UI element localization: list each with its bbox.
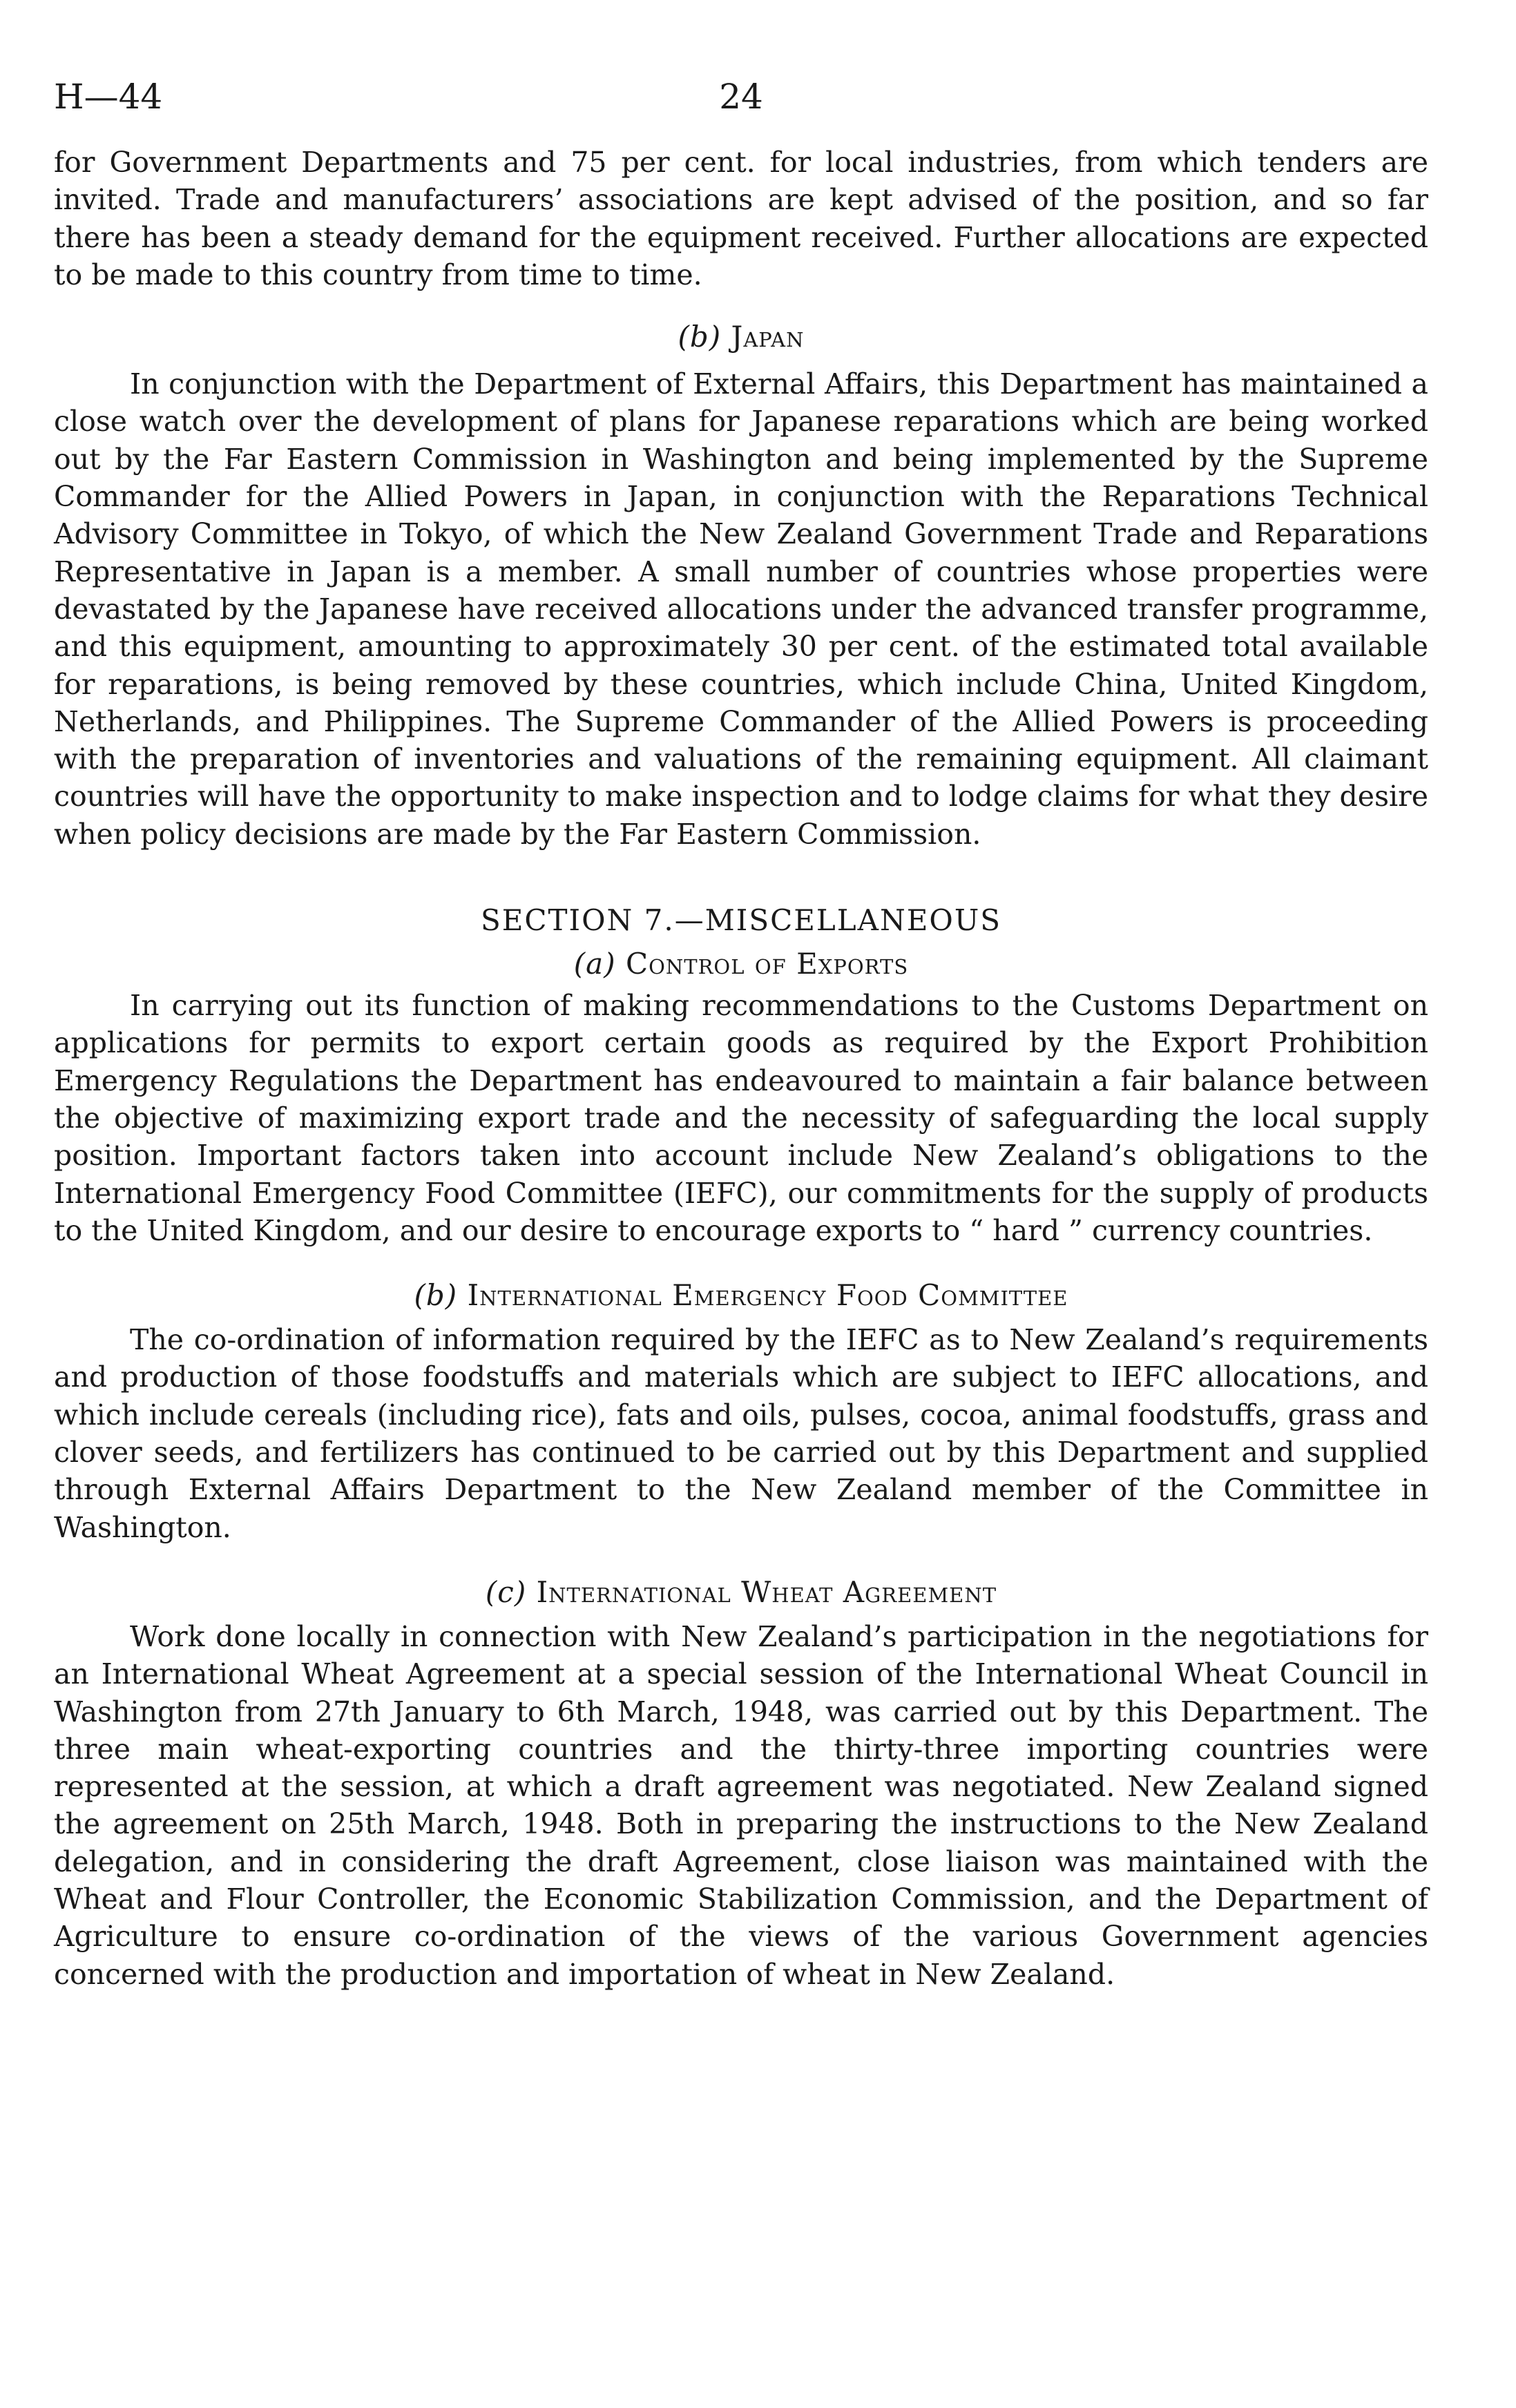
document-code: H—44 — [54, 77, 163, 117]
running-head — [54, 69, 1428, 124]
page-number: 24 — [719, 77, 763, 117]
wheat-heading-label: (c) — [485, 1574, 527, 1609]
wheat-heading-title: International Wheat Agreement — [536, 1574, 997, 1609]
exports-heading-label: (a) — [573, 947, 616, 981]
iefc-heading-label: (b) — [414, 1278, 458, 1313]
exports-heading-title: Control of Exports — [625, 947, 909, 981]
document-page — [54, 69, 1428, 1993]
intro-paragraph: for Government Departments and 75 per cent. for local industries, from which tenders are invited. Trade and manufacturers’ associations are kept advised of the position, and so far there has been a steady demand for the equipment received. Further allocations are expected to be made to this country from time to time. — [54, 146, 1428, 291]
exports-paragraph: In carrying out its function of making recommendations to the Customs Department on applications for permits to export certain goods as required by the Export Prohibition Emergency Regulations the Department has endeavoured to maintain a fair balance between the objective of maximizing export trade and the necessity of safeguarding the local supply position. Important factors taken into account include New Zealand’s obligations to the International Emergency Food Committee (IEFC), our commitments for the supply of products to the United Kingdom, and our desire to encourage exports to “ hard ” currency countries. — [54, 989, 1428, 1247]
iefc-heading — [54, 1277, 1428, 1314]
japan-heading-label: (b) — [678, 320, 722, 354]
japan-heading — [54, 318, 1428, 356]
exports-heading — [54, 945, 1428, 983]
wheat-heading — [54, 1574, 1428, 1611]
japan-heading-title: Japan — [731, 320, 805, 354]
wheat-paragraph: Work done locally in connection with New Zealand’s participation in the negotiations for an International Wheat Agreement at a special session of the International Wheat Council in Washington from 27th January to 6th March, 1948, was carried out by this Department. The three main wheat-exporting countries and the thirty-three importing countries were represented at the session, at which a draft agreement was negotiated. New Zealand signed the agreement on 25th March, 1948. Both in preparing the instructions to the New Zealand delegation, and in considering the draft Agreement, close liaison was maintained with the Wheat and Flour Controller, the Economic Stabilization Commission, and the Department of Agriculture to ensure co-ordination of the views of the various Government agencies concerned with the production and importation of wheat in New Zealand. — [54, 1619, 1428, 1991]
japan-paragraph: In conjunction with the Department of External Affairs, this Department has maintained a close watch over the development of plans for Japanese reparations which are being worked out by the Far Eastern Commission in Washington and being implemented by the Supreme Commander for the Allied Powers in Japan, in conjunction with the Reparations Technical Advisory Committee in Tokyo, of which the New Zealand Government Trade and Reparations Representative in Japan is a member. A small number of countries whose properties were devastated by the Japanese have received allocations under the advanced transfer programme, and this equipment, amounting to approximately 30 per cent. of the estimated total available for reparations, is being removed by these countries, which include China, United Kingdom, Netherlands, and Philippines. The Supreme Commander of the Allied Powers is proceeding with the preparation of inventories and valuations of the remaining equipment. All claimant countries will have the opportunity to make inspection and to lodge claims for what they desire when policy decisions are made by the Far Eastern Commission. — [54, 367, 1428, 851]
iefc-heading-title: International Emergency Food Committee — [467, 1278, 1068, 1313]
iefc-paragraph: The co-ordination of information required by the IEFC as to New Zealand’s requirements and production of those foodstuffs and materials which are subject to IEFC allocations, and which include cereals (including rice), fats and oils, pulses, cocoa, animal foodstuffs, grass and clover seeds, and fertilizers has continued to be carried out by this Department and supplied through External Affairs Department to the New Zealand member of the Committee in Washington. — [54, 1323, 1428, 1544]
section-7-title: SECTION 7.—MISCELLANEOUS — [480, 903, 1002, 938]
